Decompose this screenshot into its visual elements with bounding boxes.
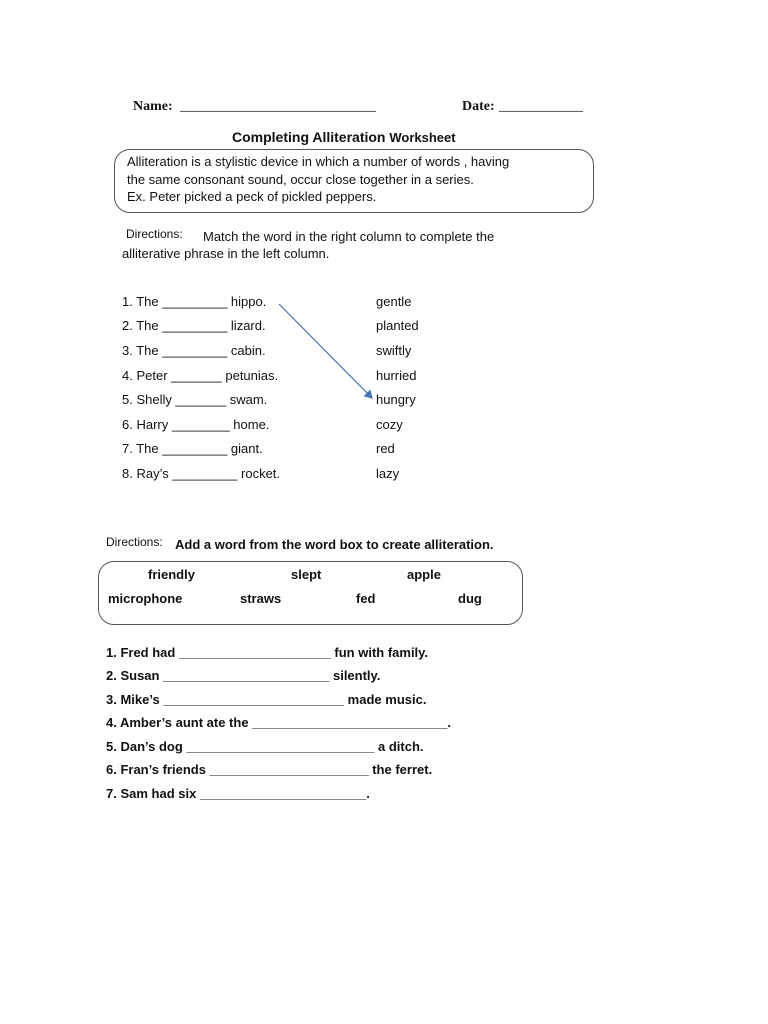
match-word-4: hurried xyxy=(376,368,417,383)
match-item-4: 4. Peter _______ petunias. xyxy=(122,368,279,383)
word-box-word: straws xyxy=(240,591,282,606)
definition-line-2: the same consonant sound, occur close together in a series. xyxy=(127,172,474,187)
match-item-5: 5. Shelly _______ swam. xyxy=(122,392,268,407)
name-field[interactable]: ____________________________ xyxy=(180,99,376,114)
date-label: Date: xyxy=(462,99,495,114)
directions-text-1b: alliterative phrase in the left column. xyxy=(122,246,330,261)
match-word-8: lazy xyxy=(376,466,400,481)
match-item-2: 2. The _________ lizard. xyxy=(122,318,266,333)
directions-label-1: Directions: xyxy=(126,227,183,241)
match-item-1: 1. The _________ hippo. xyxy=(122,294,267,309)
fill-item-6: 6. Fran’s friends ______________________ the ferret. xyxy=(106,762,433,777)
word-box-word: friendly xyxy=(148,567,195,582)
fill-item-5: 5. Dan’s dog __________________________ a ditch. xyxy=(106,739,424,754)
match-item-8: 8. Ray’s _________ rocket. xyxy=(122,466,281,481)
word-box-word: fed xyxy=(356,591,376,606)
date-field[interactable]: ____________ xyxy=(499,99,583,114)
directions-label-2: Directions: xyxy=(106,535,163,549)
fill-item-2: 2. Susan _______________________ silently. xyxy=(106,668,381,683)
match-word-3: swiftly xyxy=(376,343,412,358)
fill-item-1: 1. Fred had _____________________ fun with family. xyxy=(106,645,429,660)
match-item-6: 6. Harry ________ home. xyxy=(122,417,270,432)
word-box-word: microphone xyxy=(108,591,183,606)
title-worksheet: Worksheet xyxy=(389,130,456,145)
example-line: Ex. Peter picked a peck of pickled peppers. xyxy=(127,189,377,204)
match-word-2: planted xyxy=(376,318,419,333)
match-word-1: gentle xyxy=(376,294,412,309)
word-box-word: slept xyxy=(291,567,322,582)
name-label: Name: xyxy=(133,99,173,114)
match-item-7: 7. The _________ giant. xyxy=(122,441,263,456)
word-box-word: apple xyxy=(407,567,441,582)
fill-item-4: 4. Amber’s aunt ate the ___________________________. xyxy=(106,715,451,730)
fill-item-3: 3. Mike’s _________________________ made music. xyxy=(106,692,427,707)
match-word-7: red xyxy=(376,441,395,456)
match-item-3: 3. The _________ cabin. xyxy=(122,343,266,358)
match-word-6: cozy xyxy=(376,417,403,432)
directions-text-2: Add a word from the word box to create alliteration. xyxy=(175,537,494,552)
match-word-5: hungry xyxy=(376,392,416,407)
definition-line-1: Alliteration is a stylistic device in which a number of words , having xyxy=(127,154,510,169)
title-main: Completing Alliteration xyxy=(232,129,386,145)
word-box-word: dug xyxy=(458,591,482,606)
directions-text-1a: Match the word in the right column to complete the xyxy=(203,229,495,244)
fill-item-7: 7. Sam had six _______________________. xyxy=(106,786,370,801)
